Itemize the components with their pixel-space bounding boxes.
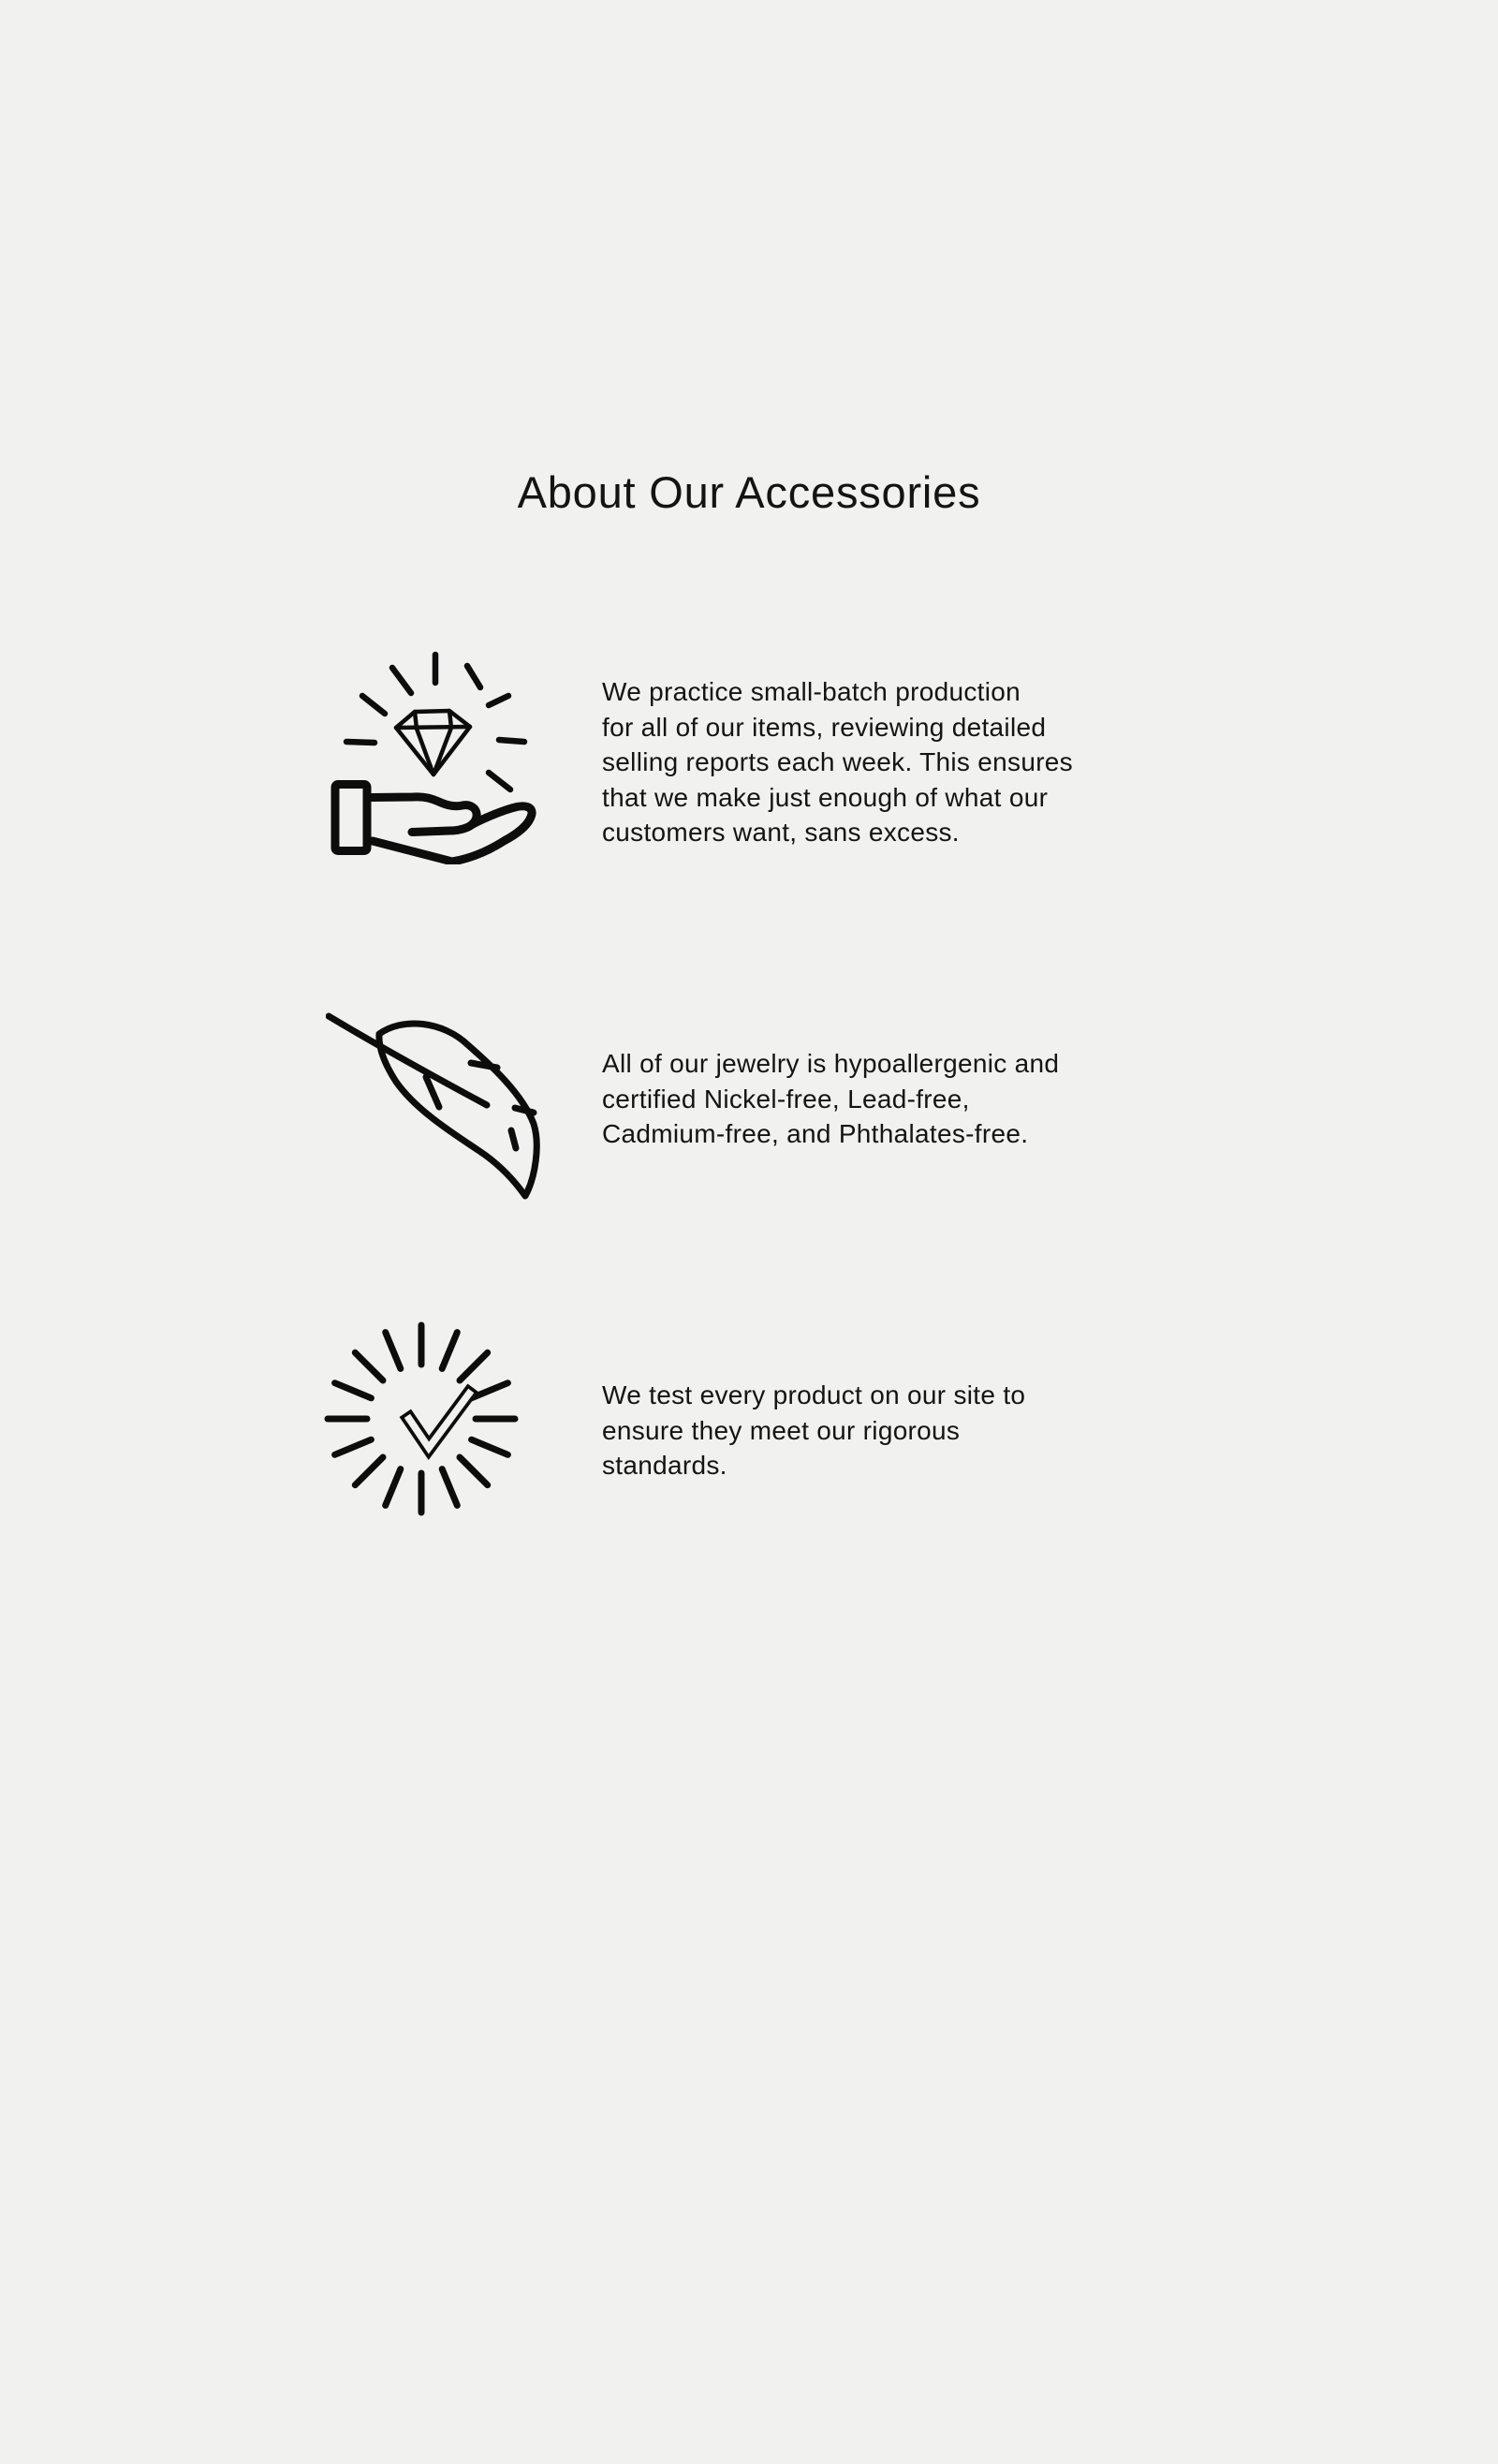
feature-text [602, 1046, 1059, 1152]
feature-icon-cell [326, 640, 551, 864]
feature-text [602, 674, 1073, 850]
feather-icon [326, 1011, 546, 1208]
feature-text [602, 1378, 1025, 1483]
check-burst-icon [318, 1316, 524, 1522]
feature-line: We practice small-batch production [602, 677, 1021, 706]
feature-line: selling reports each week. This ensures [602, 747, 1073, 776]
feature-line: customers want, sans excess. [602, 818, 960, 847]
feature-line: certified Nickel-free, Lead-free, [602, 1084, 970, 1114]
section-title: About Our Accessories [517, 467, 981, 517]
diamond-in-hand-icon [330, 640, 538, 864]
about-accessories-section [0, 466, 1498, 1522]
feature-line: We test every product on our site to [602, 1380, 1026, 1409]
feature-line: for all of our items, reviewing detailed [602, 712, 1047, 742]
feature-line: All of our jewelry is hypoallergenic and [602, 1049, 1060, 1078]
feature-list [326, 640, 1168, 1522]
feature-line: standards. [602, 1451, 727, 1480]
feature-testing [326, 1316, 1168, 1522]
feature-line: that we make just enough of what our [602, 782, 1049, 812]
feature-icon-cell [326, 1316, 551, 1522]
feature-small-batch [326, 640, 1168, 864]
feature-hypoallergenic [326, 1011, 1168, 1208]
feature-line: ensure they meet our rigorous [602, 1415, 961, 1445]
feature-icon-cell [326, 1011, 551, 1208]
feature-line: Cadmium-free, and Phthalates-free. [602, 1119, 1029, 1148]
